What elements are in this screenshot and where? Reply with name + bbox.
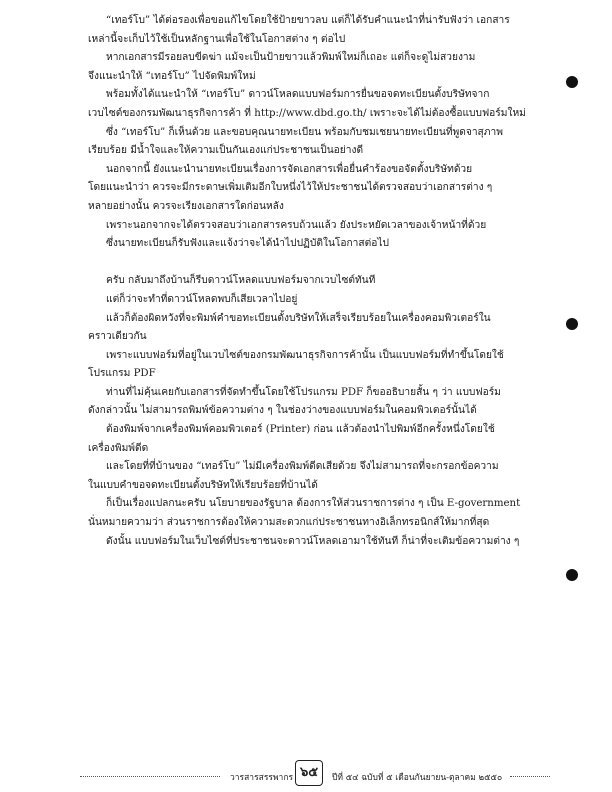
text-line: ครับ กลับมาถึงบ้านก็รีบดาวน์โหลดแบบฟอร์มจากเวบไซต์ทันที	[106, 275, 376, 287]
text-line: ต้องพิมพ์จากเครื่องพิมพ์คอมพิวเตอร์ (Printer) ก่อน แล้วต้องนำไปพิมพ์อีกครั้งหนึ่งโดยใช้	[106, 424, 495, 436]
footer-rule-right	[510, 776, 550, 777]
footer-rule-left	[80, 776, 220, 777]
punch-hole-middle	[566, 318, 578, 330]
text-line: แล้วก็ต้องผิดหวังที่จะพิมพ์คำขอทะเบียนตั้งบริษัทให้เสร็จเรียบร้อยในเครื่องคอมพิวเตอร์ใน	[106, 312, 491, 324]
text-line: ท่านที่ไม่คุ้นเคยกับเอกสารที่จัดทำขึ้นโดยใช้โปรแกรม PDF ก็ขออธิบายสั้น ๆ ว่า แบบฟอร์ม	[106, 386, 501, 398]
text-line: ก็เป็นเรื่องแปลกนะครับ นโยบายของรัฐบาล ต้องการให้ส่วนราชการต่าง ๆ เป็น E-government	[106, 498, 521, 510]
text-line: พร้อมทั้งได้แนะนำให้ “เทอร์โบ” ดาวน์โหลดแบบฟอร์มการยื่นขอจดทะเบียนตั้งบริษัทจาก	[106, 89, 490, 101]
punch-hole-top	[566, 76, 578, 88]
text-line: ซึ่ง “เทอร์โบ” ก็เห็นด้วย และขอบคุณนายทะเบียน พร้อมกับชมเชยนายทะเบียนที่พูดจาสุภาพ	[106, 126, 503, 138]
text-line: โดยแนะนำว่า ควรจะมีกระดาษเพิ่มเติมอีกใบหนึ่งไว้ให้ประชาชนได้ตรวจสอบว่าเอกสารต่าง ๆ	[88, 182, 493, 194]
page-number: ๖๕	[295, 760, 323, 786]
text-line: หลายอย่างนั้น ควรจะเรียงเอกสารใดก่อนหลัง	[88, 200, 284, 212]
text-line: เหล่านี้จะเก็บไว้ใช้เป็นหลักฐานเพื่อใช้ในโอกาสต่าง ๆ ต่อไป	[88, 33, 346, 45]
body-text	[88, 12, 558, 551]
text-line: นอกจากนี้ ยังแนะนำนายทะเบียนเรื่องการจัดเอกสารเพื่อยื่นคำร้องขอจัดตั้งบริษัทด้วย	[106, 163, 473, 175]
text-line: เครื่องพิมพ์ดีด	[88, 442, 149, 454]
text-line: หากเอกสารมีรอยลบขีดฆ่า แม้จะเป็นป้ายขาวแล้วพิมพ์ใหม่ก็เถอะ แต่ก็จะดูไม่สวยงาม	[106, 52, 476, 64]
page-footer	[80, 765, 550, 784]
text-line: ดังกล่าวนั้น ไม่สามารถพิมพ์ข้อความต่าง ๆ ในช่องว่างของแบบฟอร์มในคอมพิวเตอร์นั้นได้	[88, 405, 477, 417]
text-line: โปรแกรม PDF	[88, 368, 156, 380]
text-line: เพราะแบบฟอร์มที่อยู่ในเวบไซต์ของกรมพัฒนาธุรกิจการค้านั้น เป็นแบบฟอร์มที่ทำขึ้นโดยใช้	[106, 349, 504, 361]
text-line: จึงแนะนำให้ “เทอร์โบ” ไปจัดพิมพ์ใหม่	[88, 70, 256, 82]
punch-hole-bottom	[566, 569, 578, 581]
text-line: แต่ก็ว่าจะทำที่ดาวน์โหลดพบก็เสียเวลาไปอยู่	[106, 293, 298, 305]
text-line: ดังนั้น แบบฟอร์มในเว็บไซต์ที่ประชาชนจะดาวน์โหลดเอามาใช้ทันที ก็น่าที่จะเติมข้อความต่าง ๆ	[106, 535, 520, 547]
text-line: และโดยที่ที่บ้านของ “เทอร์โบ” ไม่มีเครื่องพิมพ์ดีดเสียด้วย จึงไม่สามารถที่จะกรอกข้อความ	[106, 461, 499, 473]
text-line: เรียบร้อย มีน้ำใจและให้ความเป็นกันเองแก่ประชาชนเป็นอย่างดี	[88, 145, 364, 157]
magazine-name: วารสารสรรพากร	[230, 773, 294, 783]
text-line: คราวเดียวกัน	[88, 331, 147, 343]
text-line: ซึ่งนายทะเบียนก็รับฟังและแจ้งว่าจะได้นำไปปฏิบัติในโอกาสต่อไป	[106, 238, 389, 250]
text-line: “เทอร์โบ” ได้ต่อรองเพื่อขอแก้ไขโดยใช้ป้ายขาวลบ แต่ก็ได้รับคำแนะนำที่น่ารับฟังว่า เอกสาร	[106, 15, 510, 26]
text-line: เวบไซต์ของกรมพัฒนาธุรกิจการค้า ที่ http://www.dbd.go.th/ เพราะจะได้ไม่ต้องซื้อแบบฟอร์มใหม่	[88, 107, 526, 119]
text-line	[88, 254, 558, 273]
text-line: เพราะนอกจากจะได้ตรวจสอบว่าเอกสารครบถ้วนแล้ว ยังประหยัดเวลาของเจ้าหน้าที่ด้วย	[106, 219, 487, 231]
text-line: ในแบบคำขอจดทะเบียนตั้งบริษัทให้เรียบร้อยที่บ้านได้	[88, 479, 318, 491]
text-line: นั่นหมายความว่า ส่วนราชการต้องให้ความสะดวกแก่ประชาชนทางอิเล็กทรอนิกส์ให้มากที่สุด	[88, 517, 490, 529]
issue-info: ปีที่ ๕๔ ฉบับที่ ๕ เดือนกันยายน-ตุลาคม ๒๕๕๐	[332, 773, 503, 783]
